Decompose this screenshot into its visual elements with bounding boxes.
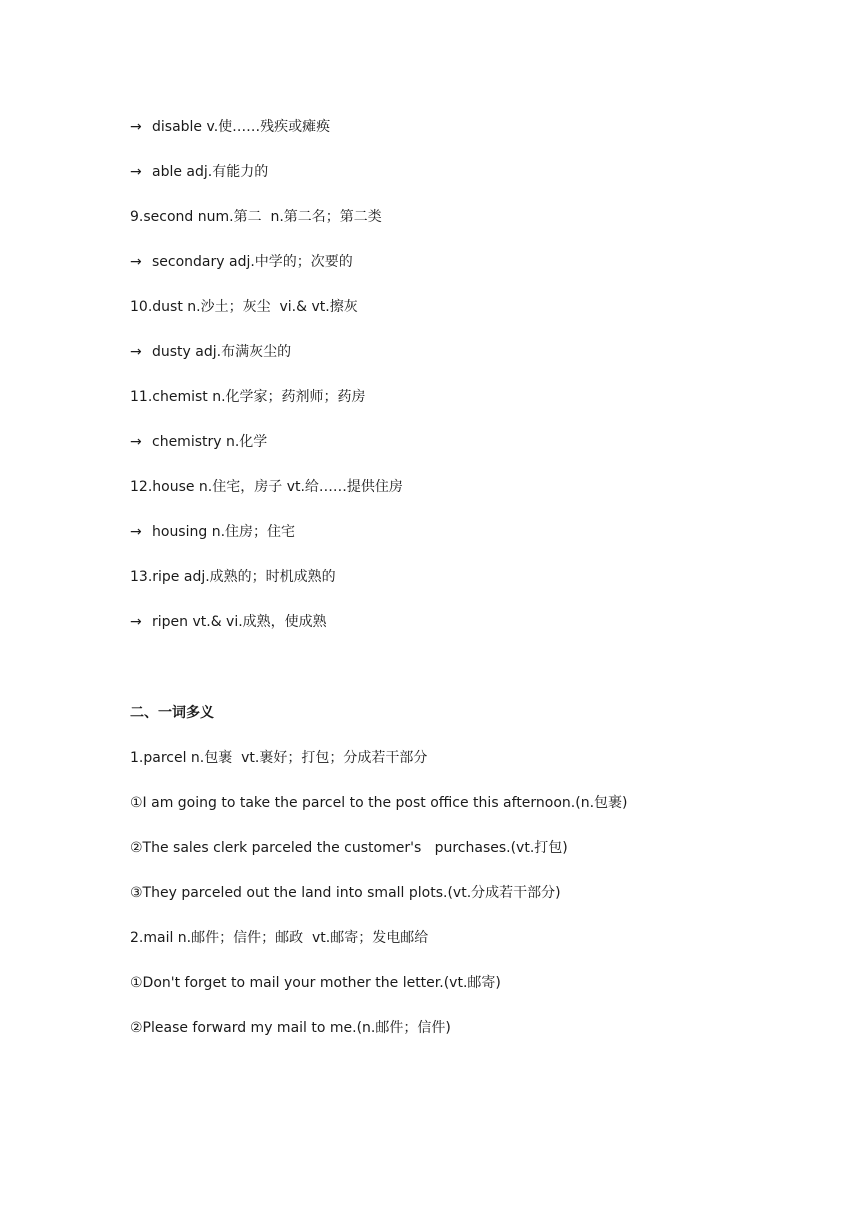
arrow-icon: →	[130, 254, 142, 270]
vocab-entry: 2.mail n.邮件；信件；邮政 vt.邮寄；发电邮给	[130, 930, 429, 946]
line-text: disable v.使……残疾或瘫痪	[152, 119, 331, 135]
arrow-icon: →	[130, 164, 142, 180]
line-text: ripen vt.& vi.成熟，使成熟	[152, 614, 327, 630]
example-sentence: ②Please forward my mail to me.(n.邮件；信件)	[130, 1020, 451, 1036]
derivation-line	[130, 522, 295, 542]
line-text: dusty adj.布满灰尘的	[152, 344, 292, 360]
example-sentence: ③They parceled out the land into small plots.(vt.分成若干部分)	[130, 885, 561, 901]
vocab-entry	[130, 297, 358, 317]
example-sentence: ②The sales clerk parceled the customer's purchases.(vt.打包)	[130, 840, 568, 856]
arrow-icon: →	[130, 344, 142, 360]
derivation-line	[130, 117, 330, 137]
line-text: housing n.住房；住宅	[152, 524, 296, 540]
vocab-entry	[130, 477, 403, 497]
vocab-entry	[130, 387, 366, 407]
derivation-line	[130, 342, 291, 362]
example-sentence: ①Don't forget to mail your mother the letter.(vt.邮寄)	[130, 975, 501, 991]
derivation-line	[130, 612, 327, 632]
derivation-line	[130, 162, 268, 182]
line-text: chemistry n.化学	[152, 434, 268, 450]
arrow-icon: →	[130, 119, 142, 135]
line-text: 9.second num.第二 n.第二名；第二类	[130, 209, 382, 225]
line-text: 12.house n.住宅，房子 vt.给……提供住房	[130, 479, 403, 495]
arrow-icon: →	[130, 614, 142, 630]
arrow-icon: →	[130, 524, 142, 540]
line-text: 13.ripe adj.成熟的；时机成熟的	[130, 569, 336, 585]
derivation-line	[130, 432, 267, 452]
example-sentence: ①I am going to take the parcel to the post office this afternoon.(n.包裹)	[130, 795, 628, 811]
line-text: secondary adj.中学的；次要的	[152, 254, 353, 270]
line-text: able adj.有能力的	[152, 164, 269, 180]
arrow-icon: →	[130, 434, 142, 450]
line-text: 11.chemist n.化学家；药剂师；药房	[130, 389, 366, 405]
vocab-entry	[130, 207, 382, 227]
vocab-entry	[130, 567, 336, 587]
vocab-entry: 1.parcel n.包裹 vt.裹好；打包；分成若干部分	[130, 750, 428, 766]
derivation-line	[130, 252, 353, 272]
section-heading: 二、一词多义	[130, 705, 214, 721]
line-text: 10.dust n.沙土；灰尘 vi.& vt.擦灰	[130, 299, 358, 315]
